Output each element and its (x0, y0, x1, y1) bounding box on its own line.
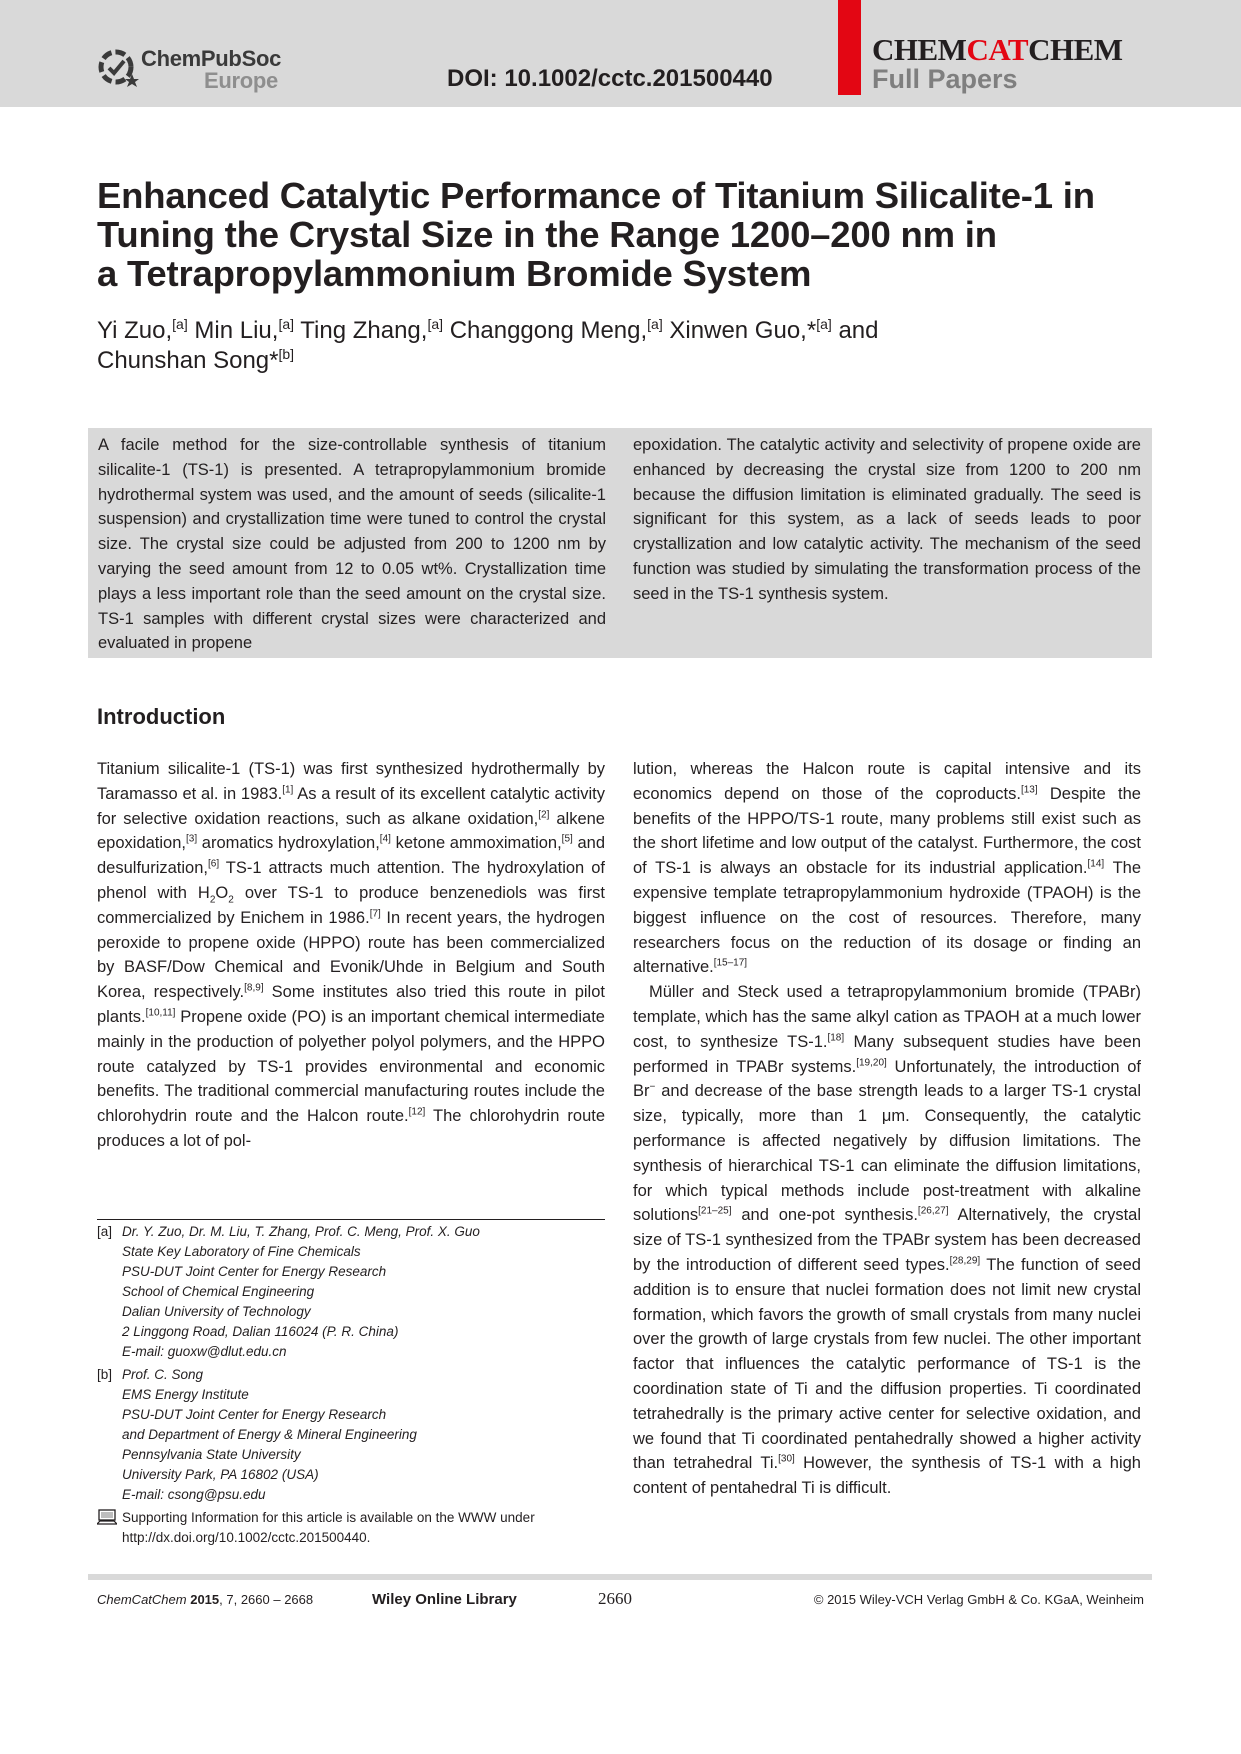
text-run: Some institutes also tried this route in pilot plants. (97, 983, 605, 1026)
subscript: 2 (228, 894, 234, 906)
text-run: TS-1 attracts much attention. The hydroxylation of phenol with H (97, 859, 605, 902)
citation-superscript: [6] (207, 858, 220, 870)
citation-superscript: [2] (538, 809, 550, 821)
citation-superscript: [26,27] (917, 1205, 949, 1217)
journal-accent-bar (838, 0, 861, 95)
citation-superscript: [15–17] (713, 957, 748, 969)
publisher-logo (97, 44, 287, 94)
text-run: Despite the benefits of the HPPO/TS-1 route, many problems still exist such as the short lifetime and low output of the catalyst. Furthermore, the cost of TS-1 is always an obstacle for its industrial application. (633, 784, 1141, 878)
text-run: aromatics hydroxylation, (197, 834, 380, 853)
citation-footer (97, 1592, 313, 1607)
body-paragraph (97, 757, 605, 1154)
text-run: The expensive template tetrapropylammonium hydroxide (TPAOH) is the biggest influence on the cost of resources. Therefore, many researchers focus on the reduction of its dosage or finding an alternative. (633, 859, 1142, 977)
author-name: Ting Zhang, (300, 317, 428, 344)
footnote-mark: [a] (97, 1224, 113, 1239)
text-run: alkene epoxidation, (97, 809, 605, 853)
text-run: lution, whereas the Halcon route is capital intensive and its economics depend on those of the coproducts. (633, 760, 1141, 803)
footer-journal: ChemCatChem (97, 1592, 187, 1607)
citation-superscript: [21–25] (698, 1205, 732, 1217)
body-right-column (633, 757, 1141, 1501)
text-run: over TS-1 to produce benzenediols was first commercialized by Enichem in 1986. (97, 883, 605, 927)
journal-name (872, 32, 1123, 68)
citation-superscript: [5] (561, 833, 573, 845)
article-title (97, 176, 1147, 293)
footnote-mark: [b] (97, 1367, 113, 1382)
footnote-rule (97, 1219, 605, 1220)
citation-superscript: [18] (827, 1032, 845, 1044)
text-run: and decrease of the base strength leads to a larger TS-1 crystal size, typically, more than 1 μm. Consequently, the catalytic performance is affected negatively by diffusion limitations. The synthesis of hierarchical TS-1 can eliminate the diffusion limitations, for which typical methods include post-treatment with alkaline solutions (633, 1082, 1141, 1225)
citation-superscript: [1] (282, 784, 294, 796)
author-name: Changgong Meng, (449, 317, 648, 344)
text-run: Unfortunately, the introduction of Br (633, 1057, 1141, 1101)
title-line: a Tetrapropylammonium Bromide System (97, 253, 812, 294)
text-run: Many subsequent studies have been performed in TPABr systems. (633, 1032, 1142, 1076)
author-name: Xinwen Guo,* (669, 317, 817, 344)
logo-text-chempubsoc: ChemPubSoc (141, 46, 282, 71)
citation-superscript: [7] (369, 908, 381, 920)
footnote-text: Prof. C. Song EMS Energy Institute PSU-DUT Joint Center for Energy Research and Department of Energy & Mineral Engineering Pennsylvania State University University Park, PA 16802 (USA) E-mail: csong@psu.edu (122, 1367, 417, 1502)
author-name: Min Liu, (194, 317, 279, 344)
body-paragraph (633, 757, 1141, 980)
text-run: Müller and Steck used a tetrapropylammonium bromide (TPABr) template, which has the same alkyl cation as TPAOH at a much lower cost, to synthesize TS-1. (633, 983, 1141, 1051)
body-paragraph (633, 980, 1141, 1501)
computer-icon (97, 1509, 117, 1525)
page-number: 2660 (598, 1589, 632, 1608)
citation-superscript: [13] (1020, 784, 1038, 796)
title-line: Tuning the Crystal Size in the Range 1200–200 nm in (97, 214, 997, 255)
citation-superscript: [4] (379, 833, 391, 845)
text-run: Alternatively, the crystal size of TS-1 synthesized from the TPABr system has been decreased by the introduction of different seed types. (633, 1206, 1142, 1274)
section-heading: Introduction (97, 704, 226, 729)
citation-superscript: [3] (186, 833, 198, 845)
footer-rule (88, 1574, 1152, 1580)
author-affiliation: [b] (278, 346, 295, 362)
citation-superscript: [10,11] (145, 1007, 176, 1019)
footer-volume-pages: , 7, 2660 – 2668 (219, 1592, 314, 1607)
abstract-right-column: epoxidation. The catalytic activity and selectivity of propene oxide are enhanced by decreasing the crystal size from 1200 to 200 nm because the diffusion limitation is eliminated gradually. The seed is significant for this system, as a lack of seeds leads to poor crystallization and low catalytic activity. The mechanism of the seed function was studied by simulating the transformation process of the seed in the TS-1 synthesis system. (633, 436, 1141, 603)
citation-superscript: − (649, 1081, 656, 1093)
author-affiliation: [a] (172, 316, 188, 332)
footnote-text: Dr. Y. Zuo, Dr. M. Liu, T. Zhang, Prof. C. Meng, Prof. X. Guo State Key Laboratory of Fine Chemicals PSU-DUT Joint Center for Energy Research School of Chemical Engineering Dalian University of Technology 2 Linggong Road, Dalian 116024 (P. R. China) E-mail: guoxw@dlut.edu.cn (122, 1224, 480, 1359)
citation-superscript: [14] (1087, 858, 1105, 870)
citation-superscript: [8,9] (244, 982, 264, 994)
text-run: Propene oxide (PO) is an important chemical intermediate mainly in the production of polyether polyol polymers, and the HPPO route catalyzed by TS-1 provides environmental and economic benefits. The traditional commercial manufacturing routes include the chlorohydrin route and the Halcon route. (97, 1007, 605, 1126)
citation-superscript: [19,20] (856, 1057, 887, 1069)
copyright: © 2015 Wiley-VCH Verlag GmbH & Co. KGaA, Weinheim (813, 1592, 1144, 1607)
text-run: However, the synthesis of TS-1 with a high content of pentahedral Ti is difficult. (633, 1454, 1141, 1498)
citation-superscript: [28,29] (949, 1255, 981, 1267)
doi: DOI: 10.1002/cctc.201500440 (447, 65, 773, 92)
subscript: 2 (209, 894, 216, 906)
journal-name-part: CHEM (1028, 32, 1123, 67)
text-run: The function of seed addition is to ensure that nuclei formation does not limit new crystal formation, which favors the growth of small crystals from many nuclei over the growth of large crystals from few nuclei. The other important factor that influences the catalytic performance of TS-1 is the coordination state of Ti and the diffusion properties. Ti coordinated tetrahedrally is the primary active center for selective oxidation, and we found that Ti coordinated pentahedrally showed a higher activity than tetrahedral Ti. (633, 1255, 1141, 1473)
citation-superscript: [30] (778, 1453, 795, 1465)
article-type: Full Papers (872, 64, 1018, 94)
text-run: Titanium silicalite-1 (TS-1) was first synthesized hydrothermally by Taramasso et al. in 1983. (97, 760, 605, 803)
author-affiliation: [a] (816, 316, 832, 332)
text-run: As a result of its excellent catalytic activity for selective oxidation reactions, such as alkane oxidation, (97, 784, 605, 828)
title-line: Enhanced Catalytic Performance of Titanium Silicalite-1 in (97, 175, 1095, 216)
author-conjunction: and (838, 317, 879, 344)
text-run: The chlorohydrin route produces a lot of pol- (97, 1107, 605, 1150)
author-list (97, 316, 1097, 376)
text-run: and one-pot synthesis. (731, 1206, 918, 1225)
wiley-online-library-link[interactable]: Wiley Online Library (372, 1591, 517, 1608)
text-run: and desulfurization, (97, 834, 605, 878)
journal-name-part: CHEM (872, 32, 967, 67)
author-name: Chunshan Song* (97, 347, 279, 374)
footer-year: 2015 (190, 1592, 220, 1607)
supporting-information-note: Supporting Information for this article is available on the WWW under http://dx.doi.org/10.1002/cctc.201500440. (122, 1510, 535, 1545)
author-affiliation: [a] (278, 316, 295, 332)
author-affiliation: [a] (427, 316, 444, 332)
author-affiliation: [a] (647, 316, 663, 332)
logo-text-europe: Europe (204, 68, 278, 93)
text-run: ketone ammoximation, (390, 834, 562, 853)
chempubsoc-logo-icon (97, 46, 139, 88)
abstract-left-column: A facile method for the size-controllable synthesis of titanium silicalite-1 (TS-1) is presented. A tetrapropylammonium bromide hydrothermal system was used, and the amount of seeds (silicalite-1 suspension) and crystallization time were tuned to control the crystal size. The crystal size could be adjusted from 200 to 1200 nm by varying the seed amount from 12 to 0.05 wt%. Crystallization time plays a less important role than the seed amount on the crystal size. TS-1 samples with different crystal sizes were characterized and evaluated in propene (98, 436, 606, 653)
text-run: O (215, 883, 229, 902)
body-left-column (97, 757, 605, 1154)
author-name: Yi Zuo, (97, 317, 173, 344)
citation-superscript: [12] (408, 1106, 426, 1118)
text-run: In recent years, the hydrogen peroxide to propene oxide (HPPO) route has been commercialized by BASF/Dow Chemical and Evonik/Uhde in Belgium and South Korea, respectively. (97, 908, 605, 1002)
journal-name-part: CAT (966, 32, 1029, 67)
